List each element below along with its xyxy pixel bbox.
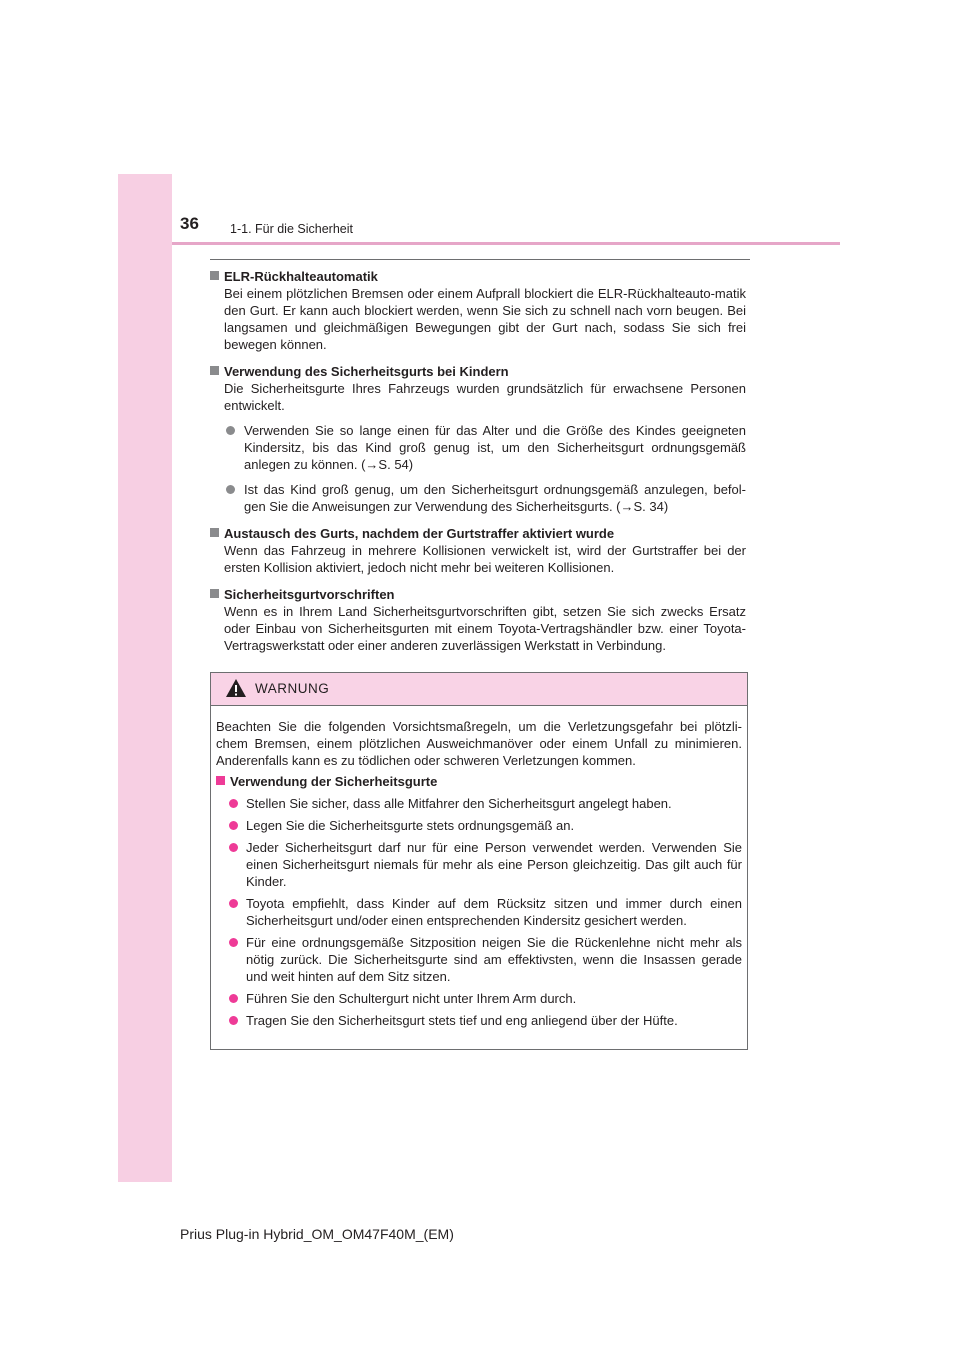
section-body: Die Sicherheitsgurte Ihres Fahrzeugs wurden grundsätzlich für erwachsene Personen entwickelt.	[224, 381, 746, 413]
square-bullet-icon	[216, 776, 225, 785]
square-bullet-icon	[210, 528, 219, 537]
warning-body	[211, 706, 747, 1029]
header-divider	[172, 242, 840, 245]
main-content	[210, 268, 746, 664]
circle-bullet-icon	[229, 938, 238, 947]
circle-bullet-icon	[229, 1016, 238, 1025]
list-item: Tragen Sie den Sicherheitsgurt stets tief und eng anliegend über der Hüfte.	[216, 1012, 742, 1029]
section-title: Verwendung des Sicherheitsgurts bei Kindern	[210, 363, 746, 380]
warning-subtitle: Verwendung der Sicherheitsgurte	[216, 773, 742, 790]
circle-bullet-icon	[229, 899, 238, 908]
circle-bullet-icon	[229, 843, 238, 852]
list-item: Verwenden Sie so lange einen für das Alter und die Größe des Kindes geeigneten Kindersitz, bis das Kind groß genug ist, um den Sicherheitsgurt ordnungsgemäß anlegen zu können. (→S. 54)	[210, 422, 746, 473]
section-pretensioner	[210, 525, 746, 576]
square-bullet-icon	[210, 366, 219, 375]
footer-doc-id: Prius Plug-in Hybrid_OM_OM47F40M_(EM)	[180, 1226, 454, 1242]
list-item: Toyota empfiehlt, dass Kinder auf dem Rücksitz sitzen und immer durch einen Sicherheitsgurt und/oder einen entsprechenden Kindersitz gesichert werden.	[216, 895, 742, 929]
chapter-title: 1-1. Für die Sicherheit	[230, 222, 353, 236]
section-title: Sicherheitsgurtvorschriften	[210, 586, 746, 603]
list-item: Legen Sie die Sicherheitsgurte stets ordnungsgemäß an.	[216, 817, 742, 834]
list-item: Stellen Sie sicher, dass alle Mitfahrer den Sicherheitsgurt angelegt haben.	[216, 795, 742, 812]
list-item: Führen Sie den Schultergurt nicht unter Ihrem Arm durch.	[216, 990, 742, 1007]
list-item: Für eine ordnungsgemäße Sitzposition neigen Sie die Rückenlehne nicht mehr als nötig zurück. Die Sicherheitsgurte sind am effektivsten, wenn die Insassen gerade und weit hinten auf dem Sitz sitzen.	[216, 934, 742, 985]
list-item: Jeder Sicherheitsgurt darf nur für eine Person verwendet werden. Verwenden Sie einen Sicherheitsgurt niemals für mehr als eine Person gleichzeitig. Das gilt auch für Kinder.	[216, 839, 742, 890]
circle-bullet-icon	[226, 426, 235, 435]
section-regulations	[210, 586, 746, 654]
square-bullet-icon	[210, 589, 219, 598]
circle-bullet-icon	[226, 485, 235, 494]
section-title: ELR-Rückhalteautomatik	[210, 268, 746, 285]
square-bullet-icon	[210, 271, 219, 280]
page-number: 36	[180, 214, 199, 233]
section-elr	[210, 268, 746, 353]
warning-box	[210, 672, 748, 1050]
circle-bullet-icon	[229, 799, 238, 808]
section-children	[210, 363, 746, 515]
circle-bullet-icon	[229, 821, 238, 830]
list-item: Ist das Kind groß genug, um den Sicherheitsgurt ordnungsgemäß anzulegen, befol-gen Sie die Anweisungen zur Verwendung des Sicherheitsgurts. (→S. 34)	[210, 481, 746, 515]
section-body: Wenn es in Ihrem Land Sicherheitsgurtvorschriften gibt, setzen Sie sich zwecks Ersatz oder Einbau von Sicherheitsgurten mit einem Toyota-Vertragshändler bzw. einer Toyota-Vertragswerkstatt oder einer anderen zuverlässigen Werkstatt in Verbindung.	[224, 604, 746, 653]
warning-triangle-icon	[225, 678, 247, 703]
side-color-strip	[118, 174, 172, 1182]
circle-bullet-icon	[229, 994, 238, 1003]
section-body: Bei einem plötzlichen Bremsen oder einem Aufprall blockiert die ELR-Rückhalteauto-matik den Gurt. Er kann auch blockiert werden, wenn Sie sich zu schnell nach vorn beugen. Bei langsamen und gleichmäßigen Bewegungen gibt der Gurt nach, sodass Sie sich frei bewegen können.	[224, 286, 746, 352]
warning-intro: Beachten Sie die folgenden Vorsichtsmaßregeln, um die Verletzungsgefahr bei plötzli-chem Bremsen, einem plötzlichen Ausweichmanöver oder einem Unfall zu minimieren. Anderenfalls kann es zu tödlichen oder schweren Verletzungen kommen.	[216, 719, 742, 768]
warning-header	[211, 673, 747, 706]
section-divider	[210, 259, 750, 260]
section-title: Austausch des Gurts, nachdem der Gurtstraffer aktiviert wurde	[210, 525, 746, 542]
warning-label: WARNUNG	[255, 681, 330, 696]
section-body: Wenn das Fahrzeug in mehrere Kollisionen verwickelt ist, wird der Gurtstraffer bei der ersten Kollision aktiviert, jedoch nicht mehr bei weiteren Kollisionen.	[224, 543, 746, 575]
